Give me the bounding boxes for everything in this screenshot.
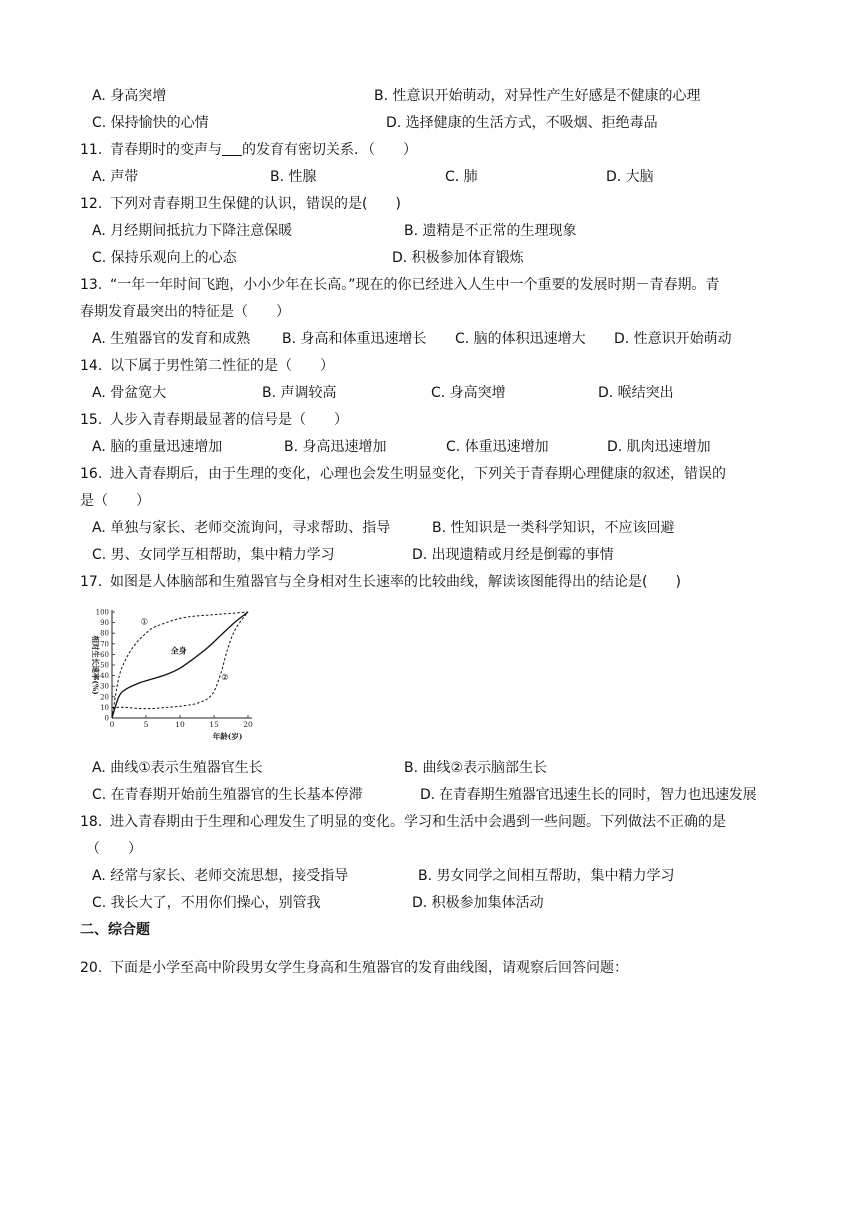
- q12-option-c: C. 保持乐观向上的心态: [92, 250, 237, 266]
- y-tick-label: 80: [100, 629, 109, 638]
- series-line-1: [112, 612, 248, 718]
- y-tick-label: 20: [100, 693, 109, 702]
- q16-stem-line1: 16. 进入青春期后，由于生理的变化，心理也会发生明显变化，下列关于青春期心理健康的叙述，错误的: [80, 466, 726, 482]
- q16-option-a: A. 单独与家长、老师交流询问，寻求帮助、指导: [92, 520, 391, 536]
- question-number: 17.: [80, 574, 103, 590]
- fill-blank: [222, 141, 242, 156]
- y-axis-label: 相对生长速率(%): [91, 635, 100, 695]
- q10-option-c: C. 保持愉快的心情: [92, 115, 209, 131]
- q14-option-a: A. 骨盆宽大: [92, 385, 167, 401]
- q10-option-d: D. 选择健康的生活方式，不吸烟、拒绝毒品: [386, 115, 658, 131]
- question-number: 16.: [80, 466, 103, 482]
- y-tick-label: 100: [95, 608, 109, 617]
- q18-option-b: B. 男女同学之间相互帮助，集中精力学习: [418, 868, 675, 884]
- q13-option-b: B. 身高和体重迅速增长: [282, 331, 427, 347]
- y-tick-label: 70: [100, 640, 109, 649]
- x-tick-label: 15: [209, 720, 219, 729]
- q17-option-b: B. 曲线②表示脑部生长: [404, 760, 548, 776]
- y-tick-label: 10: [100, 703, 109, 712]
- y-tick-label: 50: [100, 661, 109, 670]
- question-number: 18.: [80, 814, 103, 830]
- q12-option-d: D. 积极参加体育锻炼: [392, 250, 524, 266]
- y-tick-label: 30: [100, 682, 109, 691]
- q17-option-d: D. 在青春期生殖器官迅速生长的同时，智力也迅速发展: [420, 787, 757, 803]
- series-label: ①: [140, 617, 149, 628]
- q14-option-d: D. 喉结突出: [598, 385, 674, 401]
- q16-option-c: C. 男、女同学互相帮助，集中精力学习: [92, 547, 335, 563]
- q15-stem: 15. 人步入青春期最显著的信号是（ ）: [80, 412, 348, 428]
- q18-stem-line2: （ ）: [86, 841, 142, 857]
- q11-option-b: B. 性腺: [270, 169, 317, 185]
- chart-lines: [112, 612, 248, 718]
- q16-stem-line2: 是（ ）: [80, 493, 150, 509]
- q11-option-d: D. 大脑: [606, 169, 654, 185]
- q17-option-c: C. 在青春期开始前生殖器官的生长基本停滞: [92, 787, 363, 803]
- q15-option-c: C. 体重迅速增加: [446, 439, 549, 455]
- section-title: 二、综合题: [80, 922, 150, 938]
- growth-rate-chart: [84, 604, 264, 744]
- series-label: 全身: [170, 645, 187, 656]
- q13-option-c: C. 脑的体积迅速增大: [455, 331, 586, 347]
- q18-option-c: C. 我长大了，不用你们操心，别管我: [92, 895, 321, 911]
- question-number: 11.: [80, 142, 103, 158]
- q18-option-a: A. 经常与家长、老师交流思想，接受指导: [92, 868, 349, 884]
- x-tick-label: 5: [143, 720, 149, 729]
- q18-stem-line1: 18. 进入青春期由于生理和心理发生了明显的变化。学习和生活中会遇到一些问题。下列做法不正确的是: [80, 814, 726, 830]
- q18-option-d: D. 积极参加集体活动: [412, 895, 544, 911]
- y-tick-label: 90: [100, 619, 109, 628]
- x-tick-label: 20: [243, 720, 253, 729]
- x-tick-label: 0: [109, 720, 115, 729]
- question-number: 14.: [80, 358, 103, 374]
- q14-option-c: C. 身高突增: [431, 385, 506, 401]
- x-tick-label: 10: [175, 720, 185, 729]
- q15-option-d: D. 肌肉迅速增加: [607, 439, 711, 455]
- q17-stem: 17. 如图是人体脑部和生殖器官与全身相对生长速率的比较曲线，解读该图能得出的结论是( ): [80, 574, 681, 590]
- q12-option-a: A. 月经期间抵抗力下降注意保暖: [92, 223, 293, 239]
- q15-option-b: B. 身高迅速增加: [284, 439, 387, 455]
- series-label: ②: [221, 672, 229, 683]
- q13-stem-line1: 13. “一年一年时间飞跑，小小少年在长高。”现在的你已经进入人生中一个重要的发展时期－青春期。青: [80, 277, 720, 293]
- q10-option-b: B. 性意识开始萌动，对异性产生好感是不健康的心理: [374, 88, 701, 104]
- q11-option-a: A. 声带: [92, 169, 139, 185]
- q12-stem: 12. 下列对青春期卫生保健的认识，错误的是( ): [80, 196, 401, 212]
- q14-stem: 14. 以下属于男性第二性征的是（ ）: [80, 358, 334, 374]
- q11-option-c: C. 肺: [445, 169, 478, 185]
- q15-option-a: A. 脑的重量迅速增加: [92, 439, 223, 455]
- question-number: 20.: [80, 960, 103, 976]
- q14-option-b: B. 声调较高: [262, 385, 337, 401]
- q10-option-a: A. 身高突增: [92, 88, 167, 104]
- question-number: 12.: [80, 196, 103, 212]
- y-tick-label: 40: [100, 672, 109, 681]
- x-axis-label: 年龄(岁): [212, 732, 243, 741]
- y-tick-label: 60: [100, 650, 109, 659]
- q17-option-a: A. 曲线①表示生殖器官生长: [92, 760, 263, 776]
- q11-stem: 11. 青春期时的变声与 的发育有密切关系．（ ）: [80, 142, 417, 158]
- series-line-3: [112, 612, 248, 709]
- series-line-2: [112, 612, 248, 718]
- q20-stem: 20. 下面是小学至高中阶段男女学生身高和生殖器官的发育曲线图，请观察后回答问题：: [80, 960, 628, 976]
- q13-option-d: D. 性意识开始萌动: [614, 331, 732, 347]
- q13-stem-line2: 春期发育最突出的特征是（ ）: [80, 304, 290, 320]
- q16-option-b: B. 性知识是一类科学知识，不应该回避: [432, 520, 675, 536]
- q12-option-b: B. 遗精是不正常的生理现象: [404, 223, 577, 239]
- y-tick-label: 0: [104, 714, 109, 723]
- question-number: 15.: [80, 412, 103, 428]
- q13-option-a: A. 生殖器官的发育和成熟: [92, 331, 251, 347]
- question-number: 13.: [80, 277, 103, 293]
- q16-option-d: D. 出现遗精或月经是倒霉的事情: [412, 547, 614, 563]
